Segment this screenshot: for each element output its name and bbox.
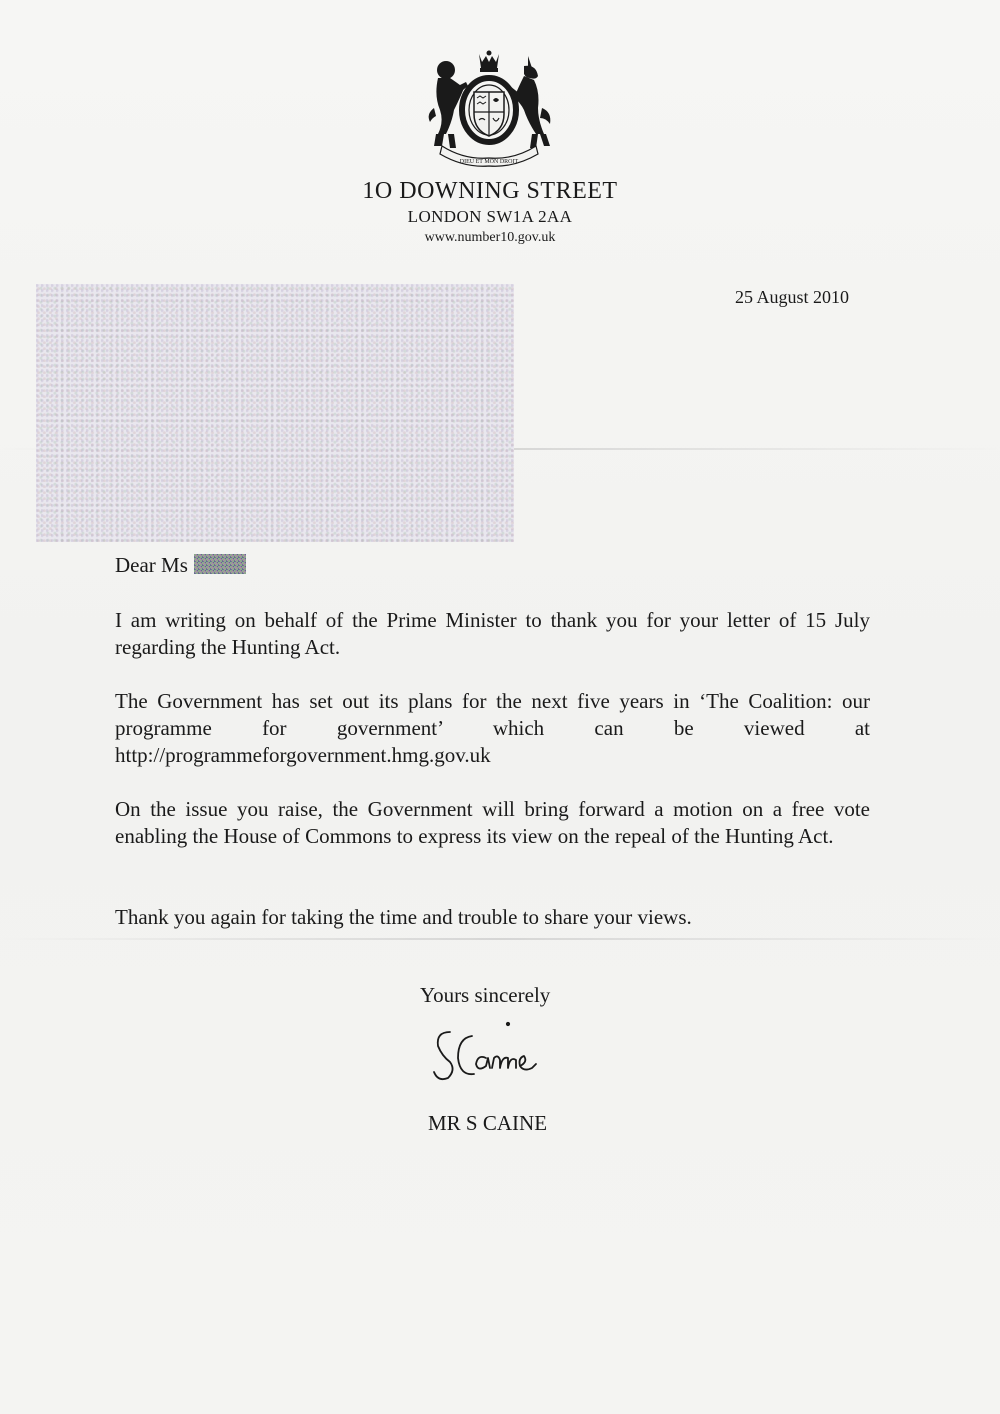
- signatory-name: MR S CAINE: [428, 1111, 548, 1135]
- body-paragraph: On the issue you raise, the Government will bring forward a motion on a free vote enabling the House of Commons to express its view on the repeal of the Hunting Act.: [115, 797, 870, 848]
- letterhead-website: www.number10.gov.uk: [424, 230, 556, 245]
- body-paragraph: The Government has set out its plans for the next five years in ‘The Coalition: our programme for government’ which can be viewed at http://programmeforgovernment.hmg.gov.uk: [115, 689, 870, 767]
- body-paragraph: Thank you again for taking the time and trouble to share your views.: [115, 905, 692, 929]
- fold-crease: [0, 938, 1000, 940]
- redacted-recipient-name: [194, 554, 246, 574]
- body-paragraph: I am writing on behalf of the Prime Minister to thank you for your letter of 15 July regarding the Hunting Act.: [115, 608, 870, 659]
- redacted-recipient-address: [36, 284, 514, 542]
- handwritten-signature: [428, 1018, 558, 1088]
- salutation-text: Dear Ms: [115, 553, 188, 577]
- letterhead-address-line2: LONDON SW1A 2AA: [407, 207, 573, 226]
- letterhead-address-line1: 1O DOWNING STREET: [362, 178, 618, 204]
- letter-date: 25 August 2010: [735, 287, 850, 307]
- closing: Yours sincerely: [420, 983, 551, 1007]
- salutation: [115, 553, 246, 578]
- svg-text:DIEU ET MON DROIT: DIEU ET MON DROIT: [459, 159, 519, 165]
- royal-coat-of-arms-icon: [424, 48, 554, 168]
